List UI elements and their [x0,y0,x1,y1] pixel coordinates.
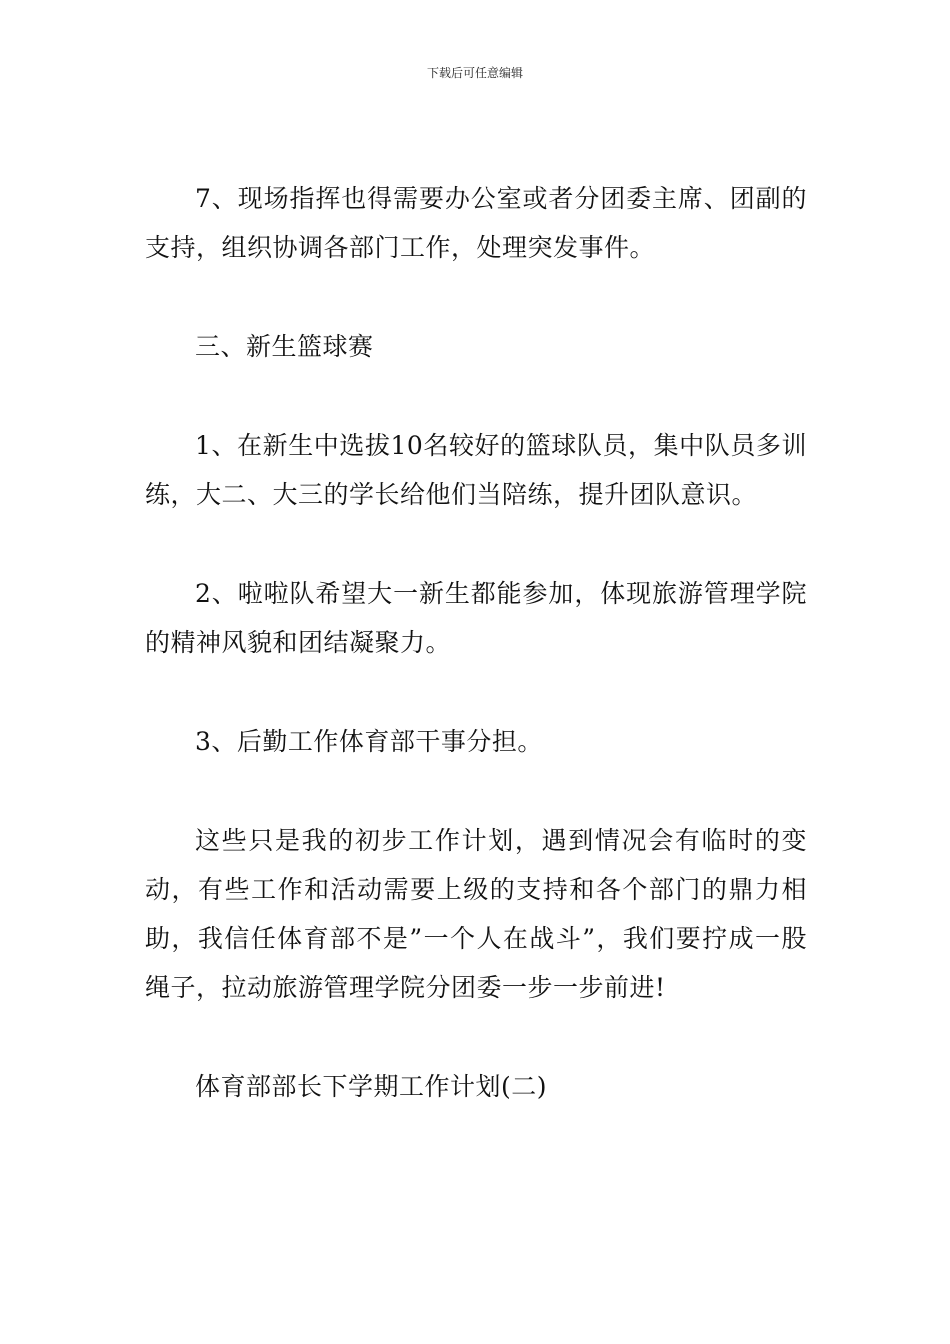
paragraph-item-1: 1、在新生中选拔10名较好的篮球队员，集中队员多训练，大二、大三的学长给他们当陪练，提升团队意识。 [145,431,807,509]
next-plan-title: 体育部部长下学期工作计划(二) [195,1072,548,1101]
header-note: 下载后可任意编辑 [426,66,523,80]
paragraph-closing: 这些只是我的初步工作计划，遇到情况会有临时的变动，有些工作和活动需要上级的支持和各个部门的鼎力相助，我信任体育部不是”一个人在战斗”，我们要拧成一股绳子，拉动旅游管理学院分团委一步一步前进! [145,826,807,1002]
document-body [145,174,807,1161]
paragraph-item-2: 2、啦啦队希望大一新生都能参加，体现旅游管理学院的精神风貌和团结凝聚力。 [145,579,807,657]
paragraph-item-3: 3、后勤工作体育部干事分担。 [195,727,543,756]
paragraph-item-7: 7、现场指挥也得需要办公室或者分团委主席、团副的支持，组织协调各部门工作，处理突发事件。 [145,184,807,262]
section-heading-freshman-basketball: 三、新生篮球赛 [195,332,374,361]
